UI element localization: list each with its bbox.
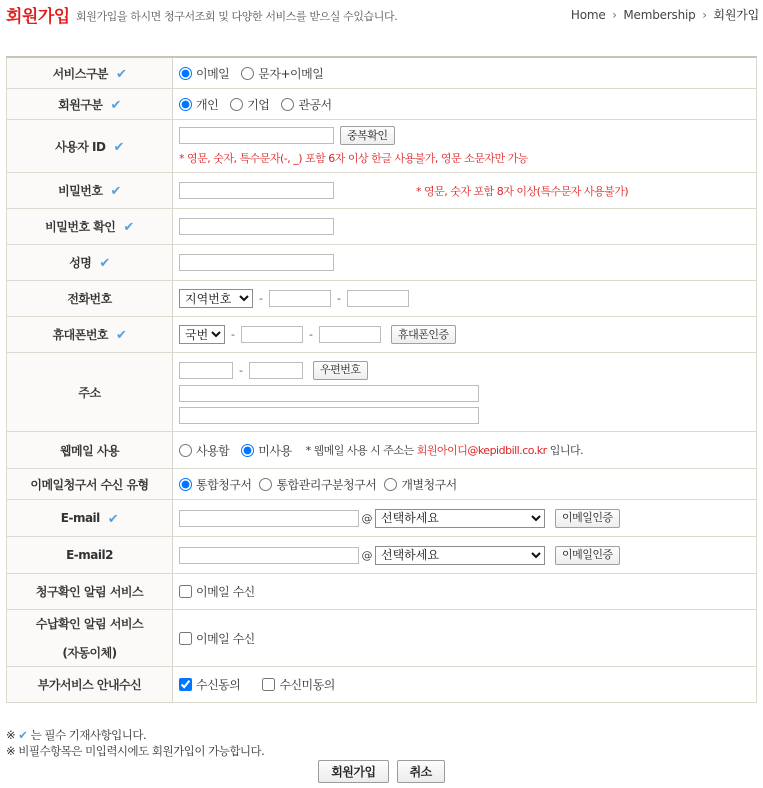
radio-webmail-nouse-label: 미사용 — [258, 443, 292, 458]
required-check-icon: ✔ — [113, 139, 124, 155]
checkbox-payment-alert-email-input[interactable] — [179, 632, 192, 645]
radio-webmail-nouse-input[interactable] — [241, 444, 254, 457]
checkbox-bill-alert-email-input[interactable] — [179, 585, 192, 598]
zip1-input[interactable] — [179, 362, 233, 379]
radio-bill-integrated-label: 통합청구서 — [196, 477, 252, 492]
label-text: 웹메일 사용 — [59, 443, 120, 458]
mobile-prefix-select[interactable] — [179, 325, 225, 344]
password-input[interactable] — [179, 182, 334, 199]
radio-webmail-use-label: 사용함 — [196, 443, 230, 458]
required-check-icon: ✔ — [18, 728, 28, 742]
mobile-part3-input[interactable] — [319, 326, 381, 343]
row-mobile — [7, 317, 757, 353]
field-extra-service — [173, 667, 757, 703]
label-text: 비밀번호 — [58, 184, 103, 198]
checkbox-payment-alert-email[interactable] — [179, 630, 255, 647]
cancel-button[interactable]: 취소 — [397, 760, 445, 783]
radio-service-email-label: 이메일 — [196, 66, 230, 81]
radio-service-sms-email-label: 문자+이메일 — [258, 66, 324, 81]
label-bill-receipt-type — [7, 469, 173, 500]
phone-separator: - — [337, 292, 341, 305]
label-service-type — [7, 57, 173, 89]
label-text: 청구확인 알림 서비스 — [35, 585, 144, 599]
label-text: 부가서비스 안내수신 — [37, 678, 142, 692]
field-name — [173, 245, 757, 281]
footnote-optional: ※ 비필수항목은 미입력시에도 회원가입이 가능합니다. — [6, 744, 265, 758]
required-check-icon: ✔ — [110, 184, 121, 199]
label-text: 전화번호 — [67, 292, 112, 306]
row-name — [7, 245, 757, 281]
required-check-icon: ✔ — [110, 97, 121, 113]
radio-member-company-label: 기업 — [247, 97, 270, 112]
email2-local-input[interactable] — [179, 547, 359, 564]
radio-bill-individual[interactable] — [384, 476, 456, 493]
breadcrumb-separator-icon: › — [612, 8, 617, 22]
field-email — [173, 500, 757, 537]
field-service-type — [173, 57, 757, 89]
row-address — [7, 353, 757, 432]
field-phone — [173, 281, 757, 317]
phone-part3-input[interactable] — [347, 290, 409, 307]
email-verify-button[interactable]: 이메일인증 — [555, 509, 620, 528]
field-member-type — [173, 89, 757, 120]
field-webmail — [173, 432, 757, 469]
password-hint: * 영문, 숫자 포함 8자 이상(특수문자 사용불가) — [416, 184, 629, 198]
user-id-input[interactable] — [179, 127, 334, 144]
footnote-prefix: ※ — [6, 728, 19, 742]
zipcode-search-button[interactable]: 우편번호 — [313, 361, 368, 380]
row-password-confirm — [7, 209, 757, 245]
field-mobile — [173, 317, 757, 353]
checkbox-extra-agree[interactable] — [179, 676, 240, 693]
label-extra-service — [7, 667, 173, 703]
label-text: E-mail — [60, 511, 100, 525]
mobile-separator: - — [309, 328, 313, 341]
name-input[interactable] — [179, 254, 334, 271]
radio-service-email[interactable] — [179, 65, 229, 82]
webmail-note-address: 회원아이디@kepidbill.co.kr — [416, 444, 547, 457]
label-text: 회원구분 — [58, 97, 103, 112]
radio-member-individual[interactable] — [179, 96, 218, 113]
checkbox-bill-alert-email[interactable] — [179, 583, 255, 600]
required-check-icon: ✔ — [123, 220, 134, 235]
radio-member-company-input[interactable] — [230, 98, 243, 111]
label-webmail — [7, 432, 173, 469]
radio-webmail-use-input[interactable] — [179, 444, 192, 457]
label-text: 주소 — [78, 385, 101, 400]
label-mobile — [7, 317, 173, 353]
email2-verify-button[interactable]: 이메일인증 — [555, 546, 620, 565]
required-check-icon: ✔ — [116, 66, 127, 82]
duplicate-check-button[interactable]: 중복확인 — [340, 126, 395, 145]
field-bill-receipt-type — [173, 469, 757, 500]
label-text: 비밀번호 확인 — [45, 220, 116, 234]
breadcrumb-home[interactable]: Home — [570, 8, 606, 22]
label-text: 휴대폰번호 — [52, 328, 109, 342]
radio-member-public-input[interactable] — [281, 98, 294, 111]
page-header — [0, 0, 763, 40]
label-email — [7, 500, 173, 537]
address-line2-input[interactable] — [179, 407, 479, 424]
radio-webmail-use[interactable] — [179, 442, 229, 459]
radio-service-sms-email[interactable] — [241, 65, 323, 82]
row-service-type — [7, 57, 757, 89]
required-check-icon: ✔ — [107, 511, 119, 527]
checkbox-extra-disagree[interactable] — [262, 676, 334, 693]
label-text: 이메일청구서 수신 유형 — [30, 477, 149, 492]
field-user-id — [173, 120, 757, 173]
signup-form-table — [6, 56, 757, 703]
row-bill-receipt-type — [7, 469, 757, 500]
field-password-confirm — [173, 209, 757, 245]
row-bill-alert — [7, 574, 757, 610]
field-address — [173, 353, 757, 432]
label-text-line2: (자동이체) — [62, 646, 117, 660]
webmail-note — [306, 442, 584, 458]
checkbox-payment-alert-email-label: 이메일 수신 — [196, 631, 255, 646]
checkbox-extra-agree-input[interactable] — [179, 678, 192, 691]
label-user-id — [7, 120, 173, 173]
label-payment-alert — [7, 610, 173, 667]
radio-member-company[interactable] — [230, 96, 269, 113]
breadcrumb — [571, 6, 759, 23]
radio-bill-individual-label: 개별청구서 — [401, 477, 457, 492]
zip2-input[interactable] — [249, 362, 303, 379]
label-password-confirm — [7, 209, 173, 245]
phone-separator: - — [259, 292, 263, 305]
radio-webmail-nouse[interactable] — [241, 442, 291, 459]
page-title: 회원가입 — [6, 7, 70, 27]
webmail-note-suffix: 입니다. — [546, 444, 584, 457]
address-line1-input[interactable] — [179, 385, 479, 402]
required-check-icon: ✔ — [99, 256, 110, 271]
radio-member-individual-input[interactable] — [179, 98, 192, 111]
field-email2 — [173, 537, 757, 574]
checkbox-extra-disagree-label: 수신미동의 — [279, 678, 335, 692]
row-extra-service — [7, 667, 757, 703]
phone-part2-input[interactable] — [269, 290, 331, 307]
row-payment-alert — [7, 610, 757, 667]
breadcrumb-separator-icon: › — [702, 8, 707, 22]
radio-bill-managed-split-input[interactable] — [259, 478, 272, 491]
radio-bill-managed-split-label: 통합관리구분청구서 — [276, 477, 377, 492]
label-name — [7, 245, 173, 281]
mobile-part2-input[interactable] — [241, 326, 303, 343]
label-member-type — [7, 89, 173, 120]
footnote-suffix: 는 필수 기재사항입니다. — [27, 728, 147, 742]
breadcrumb-membership[interactable]: Membership — [623, 8, 696, 22]
label-text: 성명 — [69, 256, 92, 270]
checkbox-extra-disagree-input[interactable] — [262, 678, 275, 691]
label-email2 — [7, 537, 173, 574]
field-bill-alert — [173, 574, 757, 610]
label-text: E-mail2 — [66, 548, 113, 562]
checkbox-bill-alert-email-label: 이메일 수신 — [196, 585, 255, 599]
field-payment-alert — [173, 610, 757, 667]
checkbox-extra-agree-label: 수신동의 — [196, 678, 241, 692]
footnote-required — [6, 727, 264, 743]
radio-member-public-label: 관공서 — [298, 97, 332, 112]
label-text: 사용자 ID — [55, 139, 106, 154]
label-phone — [7, 281, 173, 317]
radio-bill-individual-input[interactable] — [384, 478, 397, 491]
radio-member-individual-label: 개인 — [196, 97, 219, 112]
radio-service-email-input[interactable] — [179, 67, 192, 80]
webmail-note-prefix: * 웹메일 사용 시 주소는 — [305, 444, 417, 457]
email-at-symbol: @ — [361, 511, 373, 525]
radio-service-sms-email-input[interactable] — [241, 67, 254, 80]
label-bill-alert — [7, 574, 173, 610]
label-password — [7, 173, 173, 209]
row-member-type — [7, 89, 757, 120]
field-password — [173, 173, 757, 209]
radio-member-public[interactable] — [281, 96, 331, 113]
row-email — [7, 500, 757, 537]
email-domain-select[interactable] — [375, 509, 545, 528]
label-text: 서비스구분 — [52, 66, 109, 81]
user-id-hint: * 영문, 숫자, 특수문자(-, _) 포함 6자 이상 한글 사용불가, 영문 소문자만 가능 — [179, 152, 528, 165]
label-text-line1: 수납확인 알림 서비스 — [35, 617, 144, 631]
submit-signup-button[interactable]: 회원가입 — [318, 760, 388, 783]
mobile-verify-button[interactable]: 휴대폰인증 — [391, 325, 456, 344]
zip-separator: - — [239, 363, 243, 377]
label-address — [7, 353, 173, 432]
mobile-separator: - — [231, 328, 235, 341]
email2-domain-select[interactable] — [375, 546, 545, 565]
radio-bill-managed-split[interactable] — [259, 476, 376, 493]
page-description: 회원가입을 하시면 청구서조회 및 다양한 서비스를 받으실 수있습니다. — [76, 10, 398, 23]
row-user-id — [7, 120, 757, 173]
row-password — [7, 173, 757, 209]
row-phone — [7, 281, 757, 317]
phone-area-select[interactable] — [179, 289, 253, 308]
breadcrumb-current: 회원가입 — [713, 8, 759, 22]
password-confirm-input[interactable] — [179, 218, 334, 235]
email2-at-symbol: @ — [361, 548, 373, 562]
required-check-icon: ✔ — [116, 328, 127, 343]
row-email2 — [7, 537, 757, 574]
radio-bill-integrated[interactable] — [179, 476, 251, 493]
email-local-input[interactable] — [179, 510, 359, 527]
form-actions — [0, 760, 763, 783]
footnotes — [6, 727, 264, 759]
radio-bill-integrated-input[interactable] — [179, 478, 192, 491]
row-webmail — [7, 432, 757, 469]
